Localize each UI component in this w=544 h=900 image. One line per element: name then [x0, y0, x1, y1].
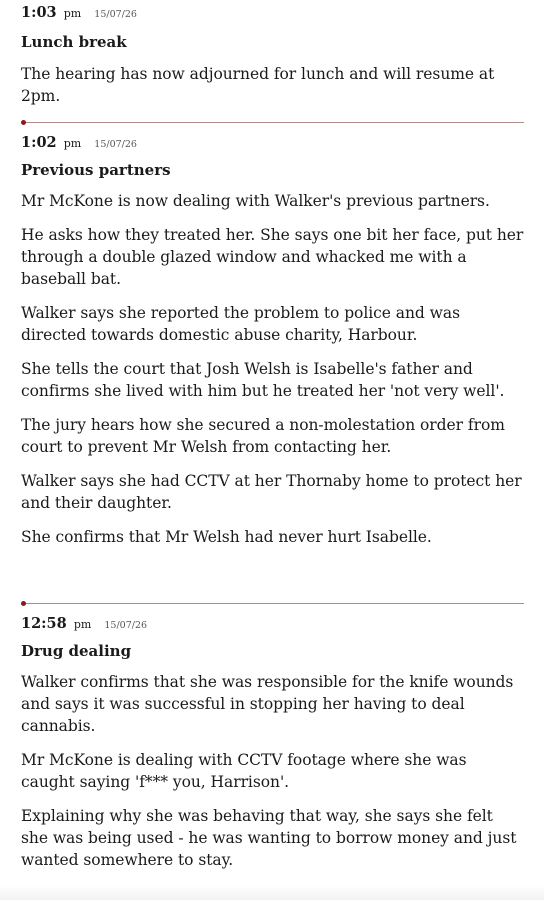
entry-headline: Previous partners — [21, 161, 171, 179]
separator-dot — [21, 120, 26, 125]
entry-headline: Drug dealing — [21, 642, 132, 660]
entry-date: 15/07/26 — [94, 9, 137, 20]
entry-timestamp — [21, 2, 524, 22]
entry-time: 12:58 — [21, 615, 67, 632]
entry-time: 1:02 — [21, 134, 57, 151]
blog-entry — [21, 132, 524, 548]
separator-line — [21, 122, 524, 123]
separator-dot — [21, 601, 26, 606]
entry-paragraph: Mr McKone is dealing with CCTV footage where she was caught saying 'f*** you, Harrison'. — [21, 751, 467, 791]
entry-separator — [21, 119, 524, 127]
entry-separator — [21, 600, 524, 608]
blog-entry — [21, 613, 524, 871]
entry-headline: Lunch break — [21, 33, 127, 51]
blog-entry — [21, 2, 524, 107]
entry-paragraph: She tells the court that Josh Welsh is Isabelle's father and confirms she lived with him but he treated her 'not very well'. — [21, 360, 505, 400]
entry-paragraph: Walker says she had CCTV at her Thornaby home to protect her and their daughter. — [21, 472, 522, 512]
entry-timestamp — [21, 613, 524, 633]
entry-paragraph: The hearing has now adjourned for lunch and will resume at 2pm. — [21, 65, 495, 105]
entry-timestamp — [21, 132, 524, 152]
entry-paragraph: Walker confirms that she was responsible for the knife wounds and says it was successful in stopping her having to deal cannabis. — [21, 673, 514, 735]
entry-paragraph: She confirms that Mr Welsh had never hurt Isabelle. — [21, 528, 432, 546]
entry-paragraph: He asks how they treated her. She says one bit her face, put her through a double glazed window and whacked me with a baseball bat. — [21, 226, 524, 288]
entry-date: 15/07/26 — [94, 139, 137, 150]
entry-paragraph: Explaining why she was behaving that way, she says she felt she was being used - he was wanting to borrow money and just wanted somewhere to stay. — [21, 807, 517, 869]
entry-ampm: pm — [63, 137, 82, 150]
bottom-fade — [0, 885, 544, 900]
entry-date: 15/07/26 — [104, 620, 148, 631]
entry-paragraph: The jury hears how she secured a non-molestation order from court to prevent Mr Welsh from contacting her. — [21, 416, 505, 456]
entry-ampm: pm — [73, 618, 92, 631]
entry-ampm: pm — [63, 7, 82, 20]
entry-time: 1:03 — [21, 4, 57, 21]
separator-line — [21, 603, 524, 604]
entry-paragraph: Walker says she reported the problem to police and was directed towards domestic abuse charity, Harbour. — [21, 304, 460, 344]
entry-paragraph: Mr McKone is now dealing with Walker's previous partners. — [21, 192, 490, 210]
